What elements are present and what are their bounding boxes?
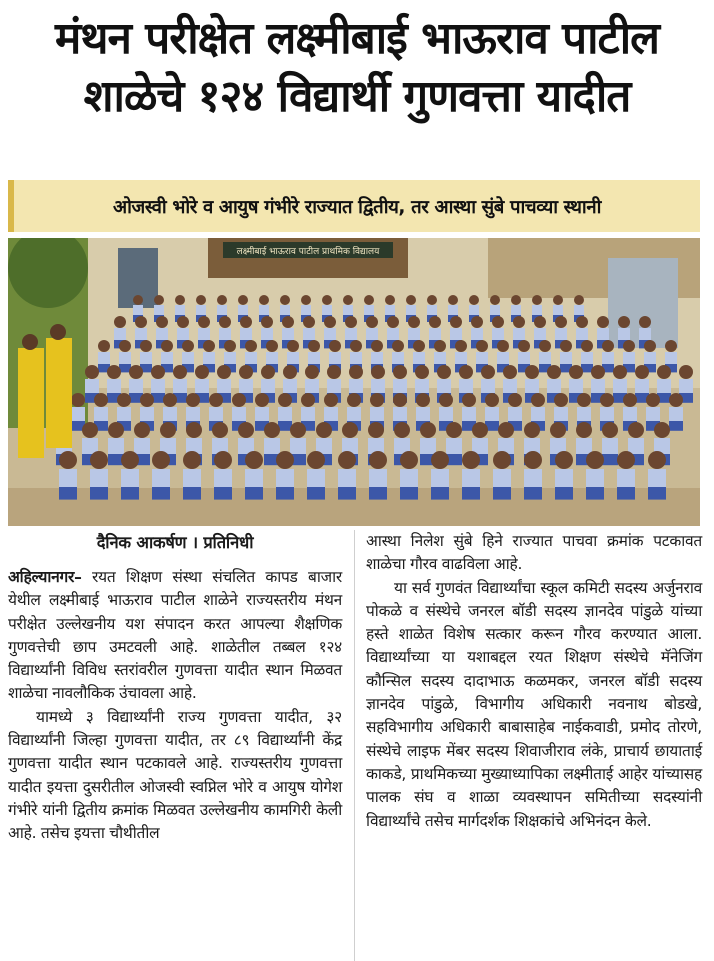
- student-head-10: [343, 295, 353, 305]
- student-head-118: [393, 393, 407, 407]
- student-head-122: [485, 393, 499, 407]
- student-head-45: [597, 316, 609, 328]
- student-head-6: [259, 295, 269, 305]
- student-skirt-171: [555, 487, 573, 500]
- student-head-157: [121, 451, 139, 469]
- student-head-84: [261, 365, 275, 379]
- student-head-170: [524, 451, 542, 469]
- student-head-120: [439, 393, 453, 407]
- dateline: अहिल्यानगर–: [8, 568, 82, 586]
- student-head-9: [322, 295, 332, 305]
- headline-line-1: मंथन परीक्षेत लक्ष्मीबाई भाऊराव पाटील: [55, 13, 659, 64]
- student-head-85: [283, 365, 297, 379]
- student-head-98: [569, 365, 583, 379]
- student-head-52: [182, 340, 194, 352]
- student-head-77: [107, 365, 121, 379]
- student-head-62: [392, 340, 404, 352]
- subheadline-band: [8, 180, 700, 232]
- student-head-4: [217, 295, 227, 305]
- student-head-25: [177, 316, 189, 328]
- student-skirt-162: [276, 487, 294, 500]
- student-head-156: [90, 451, 108, 469]
- student-head-151: [576, 422, 592, 438]
- student-head-168: [462, 451, 480, 469]
- student-head-82: [217, 365, 231, 379]
- student-head-167: [431, 451, 449, 469]
- student-head-78: [129, 365, 143, 379]
- student-head-154: [654, 422, 670, 438]
- student-head-56: [266, 340, 278, 352]
- student-head-60: [350, 340, 362, 352]
- student-head-109: [186, 393, 200, 407]
- article-column-right: [366, 530, 702, 833]
- student-head-93: [459, 365, 473, 379]
- student-head-27: [219, 316, 231, 328]
- student-head-141: [316, 422, 332, 438]
- student-skirt-155: [59, 487, 77, 500]
- student-head-79: [151, 365, 165, 379]
- student-head-18: [511, 295, 521, 305]
- student-skirt-157: [121, 487, 139, 500]
- student-head-69: [539, 340, 551, 352]
- student-head-37: [429, 316, 441, 328]
- student-head-100: [613, 365, 627, 379]
- student-skirt-173: [617, 487, 635, 500]
- student-skirt-152: [602, 454, 618, 465]
- student-skirt-167: [431, 487, 449, 500]
- teacher-head-0: [22, 334, 38, 350]
- student-head-89: [371, 365, 385, 379]
- student-head-150: [550, 422, 566, 438]
- article-column-left: [8, 530, 342, 846]
- student-head-106: [117, 393, 131, 407]
- student-head-153: [628, 422, 644, 438]
- student-head-19: [532, 295, 542, 305]
- student-head-114: [301, 393, 315, 407]
- student-head-66: [476, 340, 488, 352]
- student-head-115: [324, 393, 338, 407]
- student-head-73: [623, 340, 635, 352]
- student-head-127: [600, 393, 614, 407]
- student-head-72: [602, 340, 614, 352]
- student-head-11: [364, 295, 374, 305]
- student-head-50: [140, 340, 152, 352]
- student-skirt-113: [278, 421, 292, 431]
- student-head-121: [462, 393, 476, 407]
- student-head-46: [618, 316, 630, 328]
- student-head-140: [290, 422, 306, 438]
- student-head-63: [413, 340, 425, 352]
- student-head-144: [394, 422, 410, 438]
- student-head-57: [287, 340, 299, 352]
- student-skirt-160: [214, 487, 232, 500]
- student-head-128: [623, 393, 637, 407]
- student-head-21: [574, 295, 584, 305]
- student-head-14: [427, 295, 437, 305]
- student-head-47: [639, 316, 651, 328]
- student-head-110: [209, 393, 223, 407]
- student-head-97: [547, 365, 561, 379]
- student-head-13: [406, 295, 416, 305]
- student-head-104: [71, 393, 85, 407]
- student-head-116: [347, 393, 361, 407]
- student-head-165: [369, 451, 387, 469]
- student-head-22: [114, 316, 126, 328]
- student-head-86: [305, 365, 319, 379]
- student-head-164: [338, 451, 356, 469]
- student-head-81: [195, 365, 209, 379]
- student-head-31: [303, 316, 315, 328]
- student-head-7: [280, 295, 290, 305]
- student-head-55: [245, 340, 257, 352]
- student-skirt-166: [400, 487, 418, 500]
- student-head-35: [387, 316, 399, 328]
- student-skirt-161: [245, 487, 263, 500]
- student-head-124: [531, 393, 545, 407]
- student-skirt-170: [524, 487, 542, 500]
- student-head-49: [119, 340, 131, 352]
- student-head-33: [345, 316, 357, 328]
- student-head-130: [669, 393, 683, 407]
- student-head-17: [490, 295, 500, 305]
- paragraph-1-text: रयत शिक्षण संस्था संचलित कापड बाजार येथील लक्ष्मीबाई भाऊराव पाटील शाळेने राज्यस्तरीय मंथन परीक्षेत उल्लेखनीय यश संपादन करत आपल्या शैक्षणिक गुणवत्तेची छाप उमटवली आहे. शाळेतील तब्बल १२४ विद्यार्थ्यांनी विविध स्तरांवरील गुणवत्ता यादीत स्थान मिळवत शाळेचा नावलौकिक उंचावला आहे.: [8, 568, 342, 703]
- student-head-169: [493, 451, 511, 469]
- student-head-1: [154, 295, 164, 305]
- student-head-67: [497, 340, 509, 352]
- student-skirt-165: [369, 487, 387, 500]
- student-head-83: [239, 365, 253, 379]
- student-skirt-159: [183, 487, 201, 500]
- student-head-12: [385, 295, 395, 305]
- student-head-174: [648, 451, 666, 469]
- student-head-143: [368, 422, 384, 438]
- student-head-8: [301, 295, 311, 305]
- student-head-95: [503, 365, 517, 379]
- teacher-0: [18, 348, 44, 458]
- headline-line-2: शाळेचे १२४ विद्यार्थी गुणवत्ता यादीत: [83, 71, 631, 122]
- student-head-38: [450, 316, 462, 328]
- student-head-126: [577, 393, 591, 407]
- student-head-155: [59, 451, 77, 469]
- student-skirt-158: [152, 487, 170, 500]
- student-head-172: [586, 451, 604, 469]
- student-skirt-163: [307, 487, 325, 500]
- student-head-105: [94, 393, 108, 407]
- student-head-159: [183, 451, 201, 469]
- student-head-36: [408, 316, 420, 328]
- student-head-111: [232, 393, 246, 407]
- article-paragraph-3: आस्था निलेश सुंबे हिने राज्यात पाचवा क्रमांक पटकावत शाळेचा गौरव वाढविला आहे.: [366, 532, 702, 574]
- student-head-92: [437, 365, 451, 379]
- student-head-75: [665, 340, 677, 352]
- student-head-94: [481, 365, 495, 379]
- student-head-34: [366, 316, 378, 328]
- student-head-39: [471, 316, 483, 328]
- student-head-30: [282, 316, 294, 328]
- headline: [8, 10, 706, 126]
- student-head-41: [513, 316, 525, 328]
- student-head-53: [203, 340, 215, 352]
- student-head-145: [420, 422, 436, 438]
- student-head-163: [307, 451, 325, 469]
- student-head-96: [525, 365, 539, 379]
- student-head-166: [400, 451, 418, 469]
- student-head-29: [261, 316, 273, 328]
- student-head-74: [644, 340, 656, 352]
- student-head-149: [524, 422, 540, 438]
- student-head-138: [238, 422, 254, 438]
- student-head-108: [163, 393, 177, 407]
- student-head-48: [98, 340, 110, 352]
- student-head-59: [329, 340, 341, 352]
- student-head-102: [657, 365, 671, 379]
- student-head-152: [602, 422, 618, 438]
- student-head-70: [560, 340, 572, 352]
- teacher-1: [46, 338, 72, 448]
- student-head-44: [576, 316, 588, 328]
- student-head-139: [264, 422, 280, 438]
- student-head-23: [135, 316, 147, 328]
- student-head-28: [240, 316, 252, 328]
- byline: दैनिक आकर्षण । प्रतिनिधी: [96, 533, 254, 552]
- student-head-68: [518, 340, 530, 352]
- student-head-158: [152, 451, 170, 469]
- student-head-162: [276, 451, 294, 469]
- student-head-99: [591, 365, 605, 379]
- student-head-51: [161, 340, 173, 352]
- student-head-135: [160, 422, 176, 438]
- student-skirt-168: [462, 487, 480, 500]
- student-head-107: [140, 393, 154, 407]
- student-head-2: [175, 295, 185, 305]
- student-head-101: [635, 365, 649, 379]
- student-head-87: [327, 365, 341, 379]
- student-head-125: [554, 393, 568, 407]
- student-head-24: [156, 316, 168, 328]
- student-head-32: [324, 316, 336, 328]
- student-head-15: [448, 295, 458, 305]
- student-skirt-164: [338, 487, 356, 500]
- student-head-161: [245, 451, 263, 469]
- student-skirt-172: [586, 487, 604, 500]
- student-head-76: [85, 365, 99, 379]
- column-divider: [354, 530, 355, 961]
- student-head-58: [308, 340, 320, 352]
- student-head-117: [370, 393, 384, 407]
- student-head-26: [198, 316, 210, 328]
- student-head-160: [214, 451, 232, 469]
- student-head-123: [508, 393, 522, 407]
- student-head-142: [342, 422, 358, 438]
- student-head-91: [415, 365, 429, 379]
- student-head-113: [278, 393, 292, 407]
- student-head-171: [555, 451, 573, 469]
- article-paragraph-2: यामध्ये ३ विद्यार्थ्यांनी राज्य गुणवत्ता यादीत, ३२ विद्यार्थ्यांनी जिल्हा गुणवत्ता यादीत, तर ८९ विद्यार्थ्यांनी केंद्र गुणवत्ता यादीत स्थान पटकावले आहे. राज्यस्तरीय गुणवत्ता यादीत इयत्ता दुसरीतील ओजस्वी स्वप्निल भोरे व आयुष योगेश गंभीरे यांनी द्वितीय क्रमांक मिळवत उल्लेखनीय कामगिरी केली आहे. तसेच इयत्ता चौथीतील: [8, 707, 342, 843]
- photo-banner-text: लक्ष्मीबाई भाऊराव पाटील प्राथमिक विद्यालय: [236, 247, 380, 257]
- student-head-64: [434, 340, 446, 352]
- student-head-112: [255, 393, 269, 407]
- student-skirt-156: [90, 487, 108, 500]
- student-head-40: [492, 316, 504, 328]
- student-head-134: [134, 422, 150, 438]
- teacher-head-1: [50, 324, 66, 340]
- student-head-119: [416, 393, 430, 407]
- student-head-103: [679, 365, 693, 379]
- student-head-61: [371, 340, 383, 352]
- student-head-43: [555, 316, 567, 328]
- student-head-42: [534, 316, 546, 328]
- student-head-88: [349, 365, 363, 379]
- student-head-90: [393, 365, 407, 379]
- student-head-80: [173, 365, 187, 379]
- article-paragraph-4: या सर्व गुणवंत विद्यार्थ्यांचा स्कूल कमिटी सदस्य अर्जुनराव पोकळे व संस्थेचे जनरल बॉडी सदस्य ज्ञानदेव पांडुळे यांच्या हस्ते शाळेत विशेष सत्कार करून गौरव करण्यात आला. विद्यार्थ्यांच्या या यशाबद्दल रयत शिक्षण संस्थेचे मॅनेजिंग कौन्सिल सदस्य दादाभाऊ कळमकर, जनरल बॉडी सदस्य ज्ञानदेव पांडुळे, विभागीय अधिकारी नवनाथ बोडखे, सहविभागीय अधिकारी बाबासाहेब नाईकवाडी, प्रमोद तोरणे, संस्थेचे लाइफ मेंबर सदस्य शिवाजीराव लंके, प्राचार्य छायाताई काकडे, प्राथमिकच्या मुख्याध्यापिका लक्ष्मीताई आहेर यांच्यासह पालक संघ व शाळा व्यवस्थापन समितीच्या सदस्यांनी विद्यार्थ्यांचे तसेच मार्गदर्शक शिक्षकांचे अभिनंदन केले.: [366, 578, 702, 830]
- student-head-65: [455, 340, 467, 352]
- article-paragraph-1: [8, 566, 342, 706]
- student-head-5: [238, 295, 248, 305]
- student-head-132: [82, 422, 98, 438]
- subheadline: ओजस्वी भोरे व आयुष गंभीरे राज्यात द्वितीय, तर आस्था सुंबे पाचव्या स्थानी: [113, 196, 601, 218]
- student-head-146: [446, 422, 462, 438]
- student-head-16: [469, 295, 479, 305]
- student-head-0: [133, 295, 143, 305]
- student-head-137: [212, 422, 228, 438]
- student-skirt-130: [669, 421, 683, 431]
- student-head-54: [224, 340, 236, 352]
- student-head-136: [186, 422, 202, 438]
- student-head-3: [196, 295, 206, 305]
- student-skirt-174: [648, 487, 666, 500]
- student-head-148: [498, 422, 514, 438]
- student-head-20: [553, 295, 563, 305]
- student-skirt-169: [493, 487, 511, 500]
- student-head-133: [108, 422, 124, 438]
- student-head-129: [646, 393, 660, 407]
- group-photo: [8, 238, 700, 526]
- student-head-173: [617, 451, 635, 469]
- student-head-147: [472, 422, 488, 438]
- student-head-71: [581, 340, 593, 352]
